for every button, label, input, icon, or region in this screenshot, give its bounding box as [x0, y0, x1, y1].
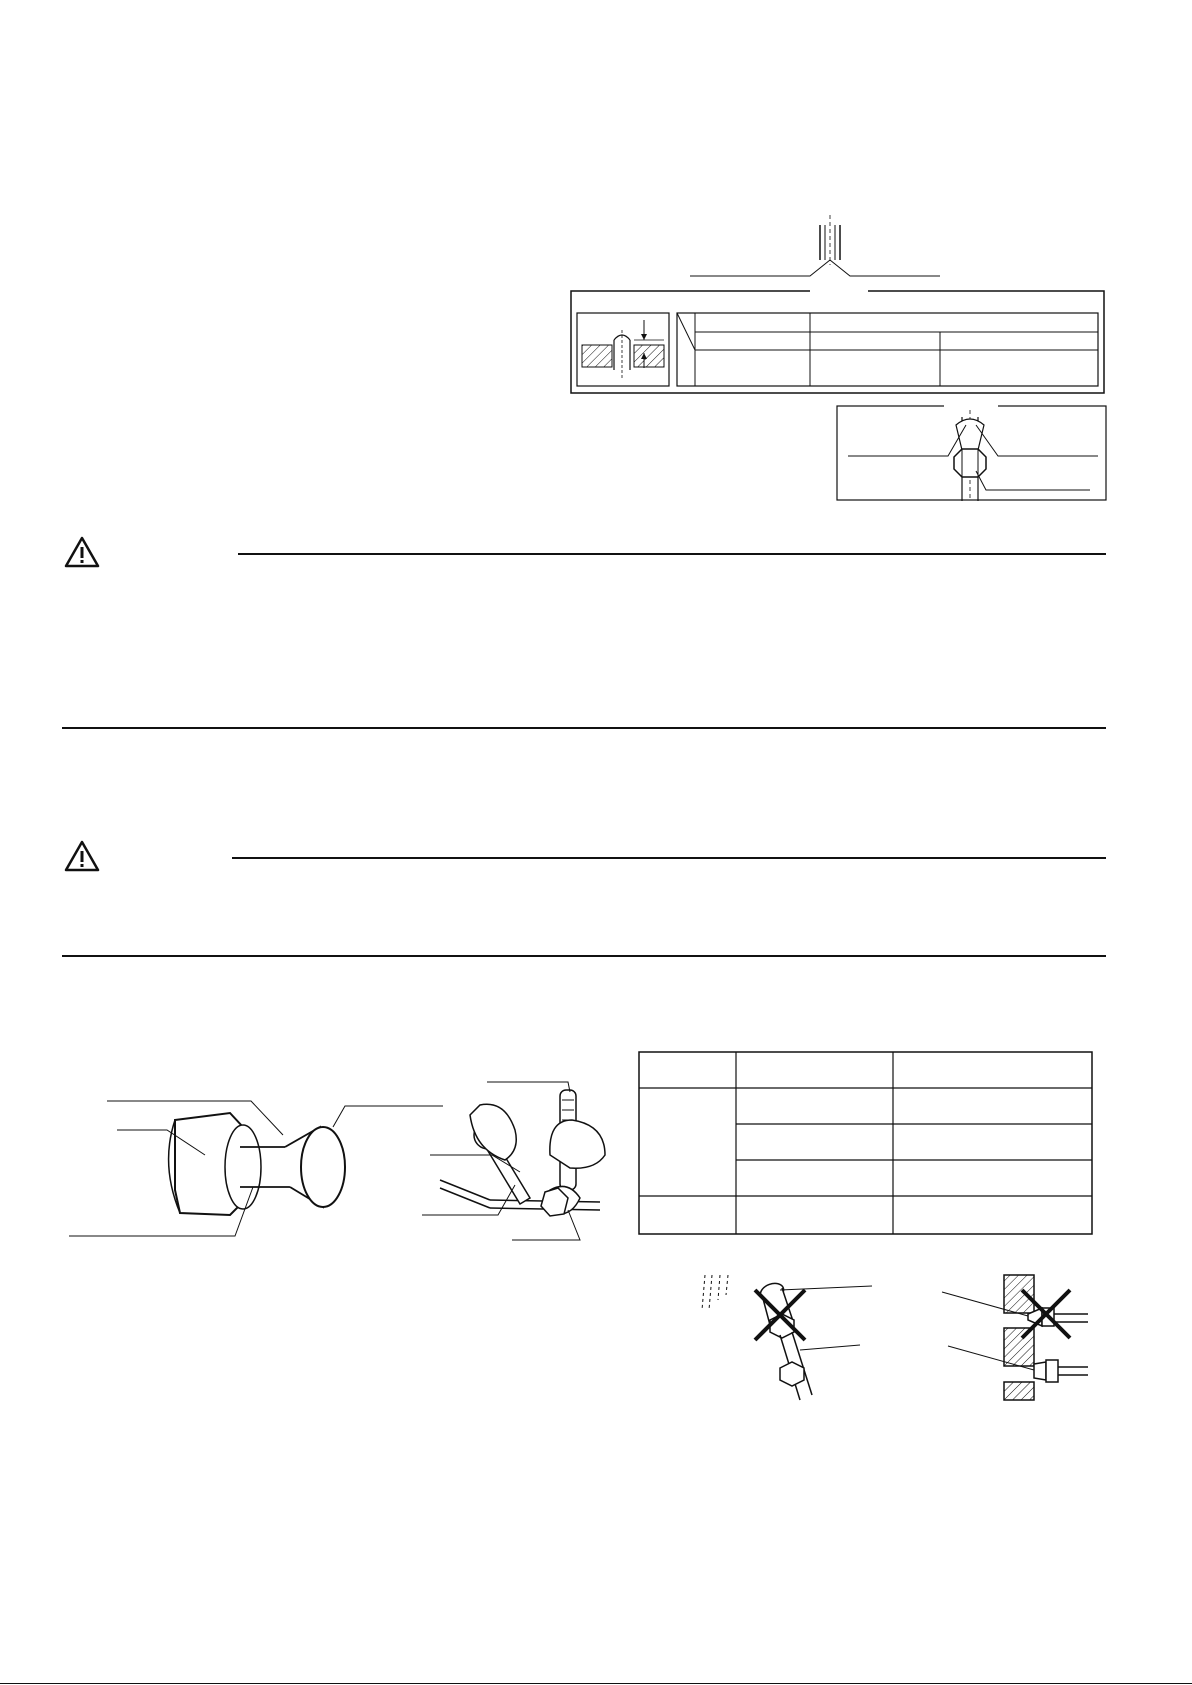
caution-section-rule: [62, 955, 1106, 957]
flare-nut-detail: [836, 405, 1108, 501]
torque-table: [638, 1051, 1094, 1236]
page-footer-rule: [0, 1683, 1192, 1684]
caution-heading-rule: [232, 857, 1106, 859]
warning-triangle-icon: [64, 840, 100, 872]
warning-triangle-icon: [64, 536, 100, 568]
caution-heading-rule: [238, 553, 1106, 555]
flare-dimension-table: [570, 290, 1106, 395]
flare-nut-cone-diagram: [65, 1095, 455, 1250]
two-wrench-tightening-diagram: [420, 1080, 620, 1245]
incorrect-flare-angle-diagram: [700, 1270, 880, 1400]
flare-check-diagram: [680, 215, 940, 295]
caution-section-rule: [62, 727, 1106, 729]
incorrect-flare-fit-diagram: [930, 1270, 1090, 1400]
